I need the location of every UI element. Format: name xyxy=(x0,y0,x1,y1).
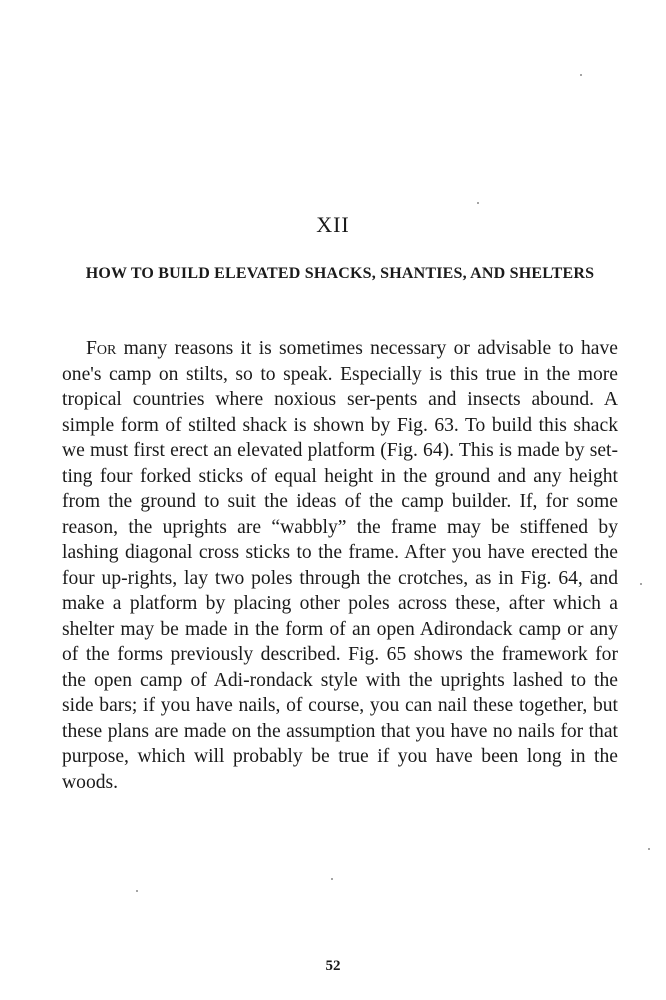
scan-speck xyxy=(477,202,479,204)
chapter-title: HOW TO BUILD ELEVATED SHACKS, SHANTIES, AND SHELTERS xyxy=(85,265,595,282)
chapter-number: XII xyxy=(316,212,350,237)
body-text: many reasons it is sometimes necessary or advisable to have one's camp on stilts, so to speak. Especially is this true in the more tropical countries where noxious ser-pents and insects abound. A simple form of stilted shack is shown by Fig. 63. To build this shack we must first erect an elevated platform (Fig. 64). This is made by set-ting four forked sticks of equal height in the ground and any height from the ground to suit the ideas of the camp builder. If, for some reason, the uprights are “wabbly” the frame may be stiffened by lashing diagonal cross sticks to the frame. After you have erected the four up-rights, lay two poles through the crotches, as in Fig. 64, and make a platform by placing other poles across these, after which a shelter may be made in the form of an open Adirondack camp or any of the forms previously described. Fig. 65 shows the framework for the open camp of Adi-rondack style with the uprights lashed to the side bars; if you have nails, of course, you can nail these together, but these plans are made on the assumption that you have no nails for that purpose, which will probably be true if you have been long in the woods. xyxy=(62,338,619,793)
lead-in-word: For xyxy=(86,338,117,359)
scan-speck xyxy=(640,583,642,585)
scan-speck xyxy=(136,890,138,892)
page-number: 52 xyxy=(325,958,341,974)
scan-speck xyxy=(580,74,582,76)
body-paragraph xyxy=(62,336,618,795)
scan-speck xyxy=(648,848,650,850)
scan-speck xyxy=(331,878,333,880)
